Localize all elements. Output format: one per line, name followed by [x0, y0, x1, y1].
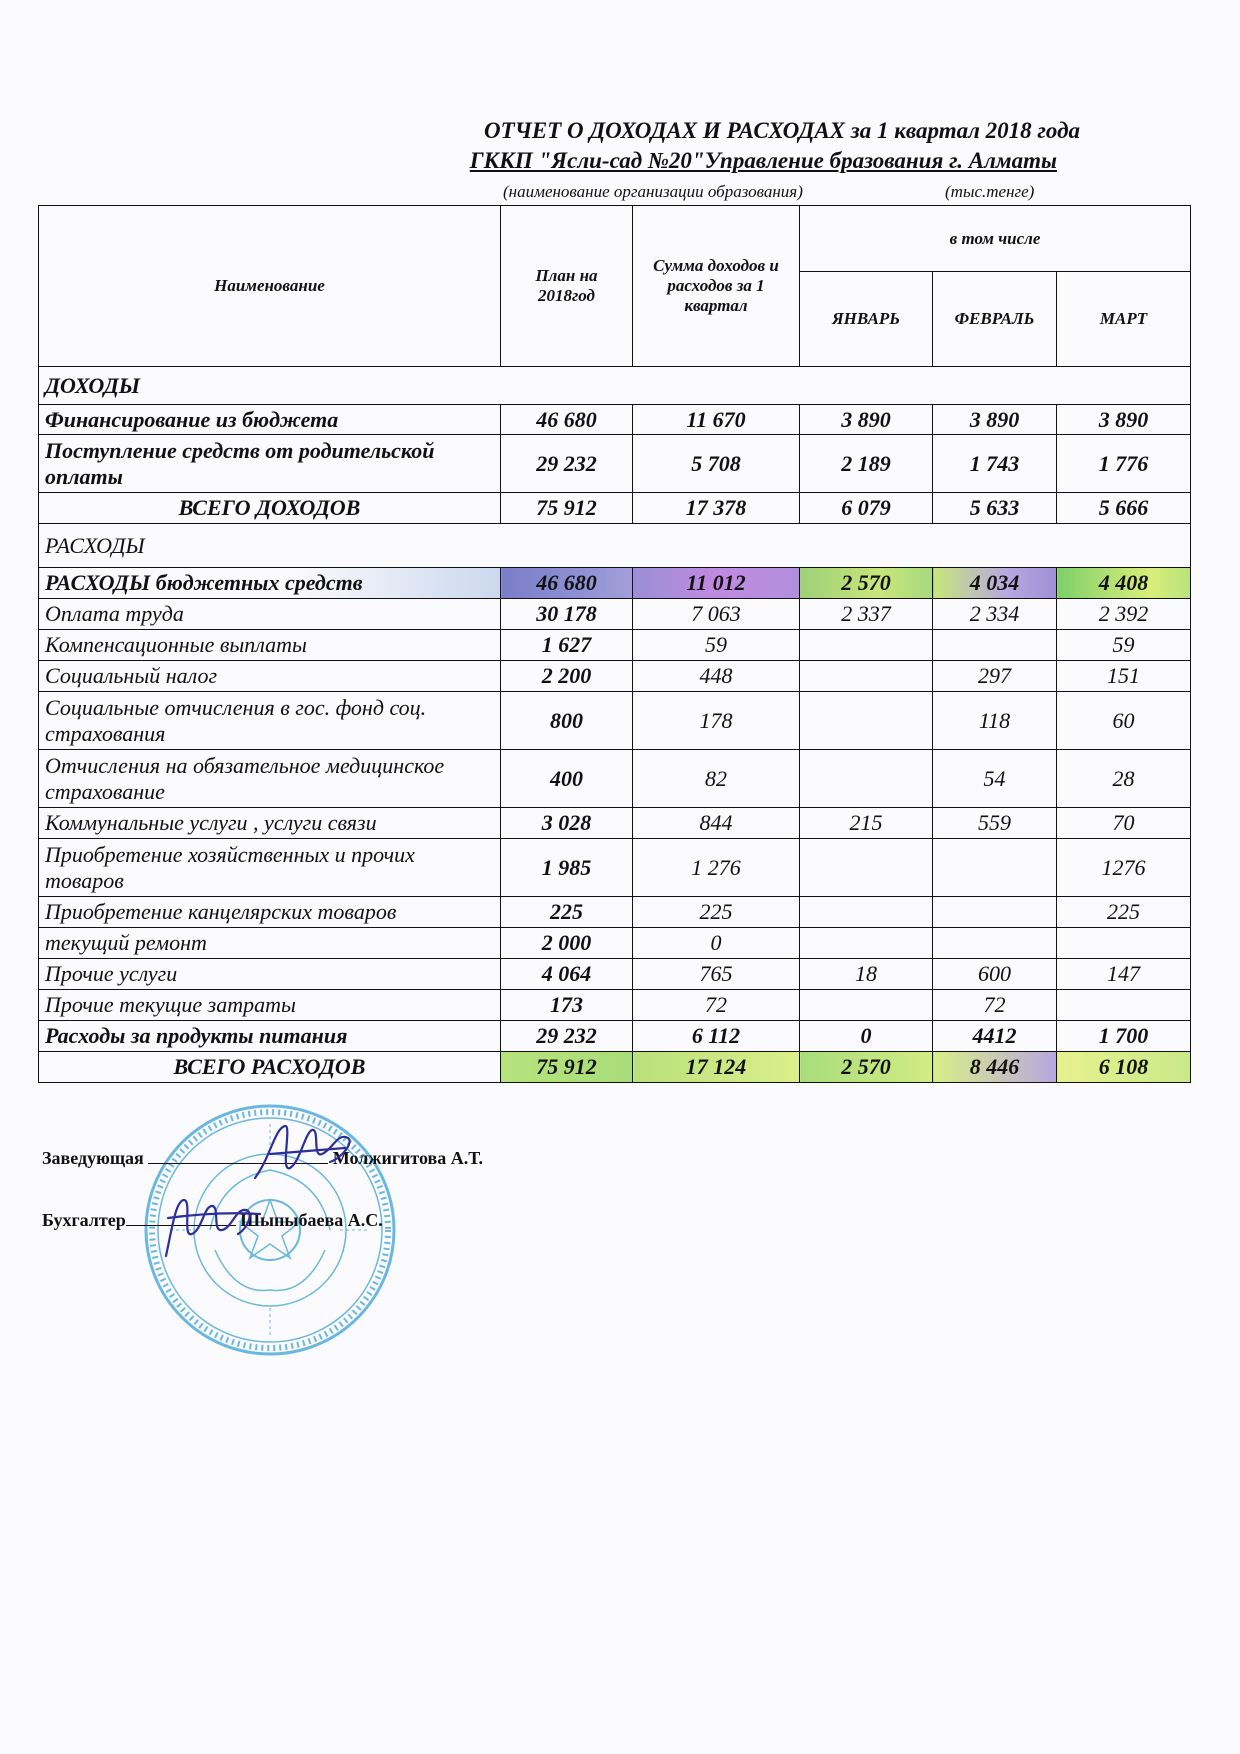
row-feb: 72	[933, 990, 1057, 1021]
header-row	[39, 206, 1191, 272]
table-row	[39, 839, 1191, 897]
food-expenses-label: Расходы за продукты питания	[39, 1021, 501, 1052]
row-jan	[800, 839, 933, 897]
row-sum: 0	[633, 928, 800, 959]
row-plan: 46 680	[501, 405, 633, 435]
budget-expenses-feb: 4 034	[933, 568, 1057, 599]
row-jan: 3 890	[800, 405, 933, 435]
income-total-label: ВСЕГО ДОХОДОВ	[39, 493, 501, 524]
row-sum: 448	[633, 661, 800, 692]
row-sum: 82	[633, 750, 800, 808]
expense-total-feb: 8 446	[933, 1052, 1057, 1083]
row-sum: 178	[633, 692, 800, 750]
row-jan: 215	[800, 808, 933, 839]
column-header-february: ФЕВРАЛЬ	[933, 272, 1057, 367]
food-expenses-mar: 1 700	[1057, 1021, 1191, 1052]
row-feb: 2 334	[933, 599, 1057, 630]
row-feb: 1 743	[933, 435, 1057, 493]
income-total-row	[39, 493, 1191, 524]
row-name: Прочие услуги	[39, 959, 501, 990]
income-total-feb: 5 633	[933, 493, 1057, 524]
table-row	[39, 928, 1191, 959]
column-header-january: ЯНВАРЬ	[800, 272, 933, 367]
row-feb	[933, 630, 1057, 661]
row-jan	[800, 990, 933, 1021]
row-name: Прочие текущие затраты	[39, 990, 501, 1021]
row-feb	[933, 928, 1057, 959]
row-name: Коммунальные услуги , услуги связи	[39, 808, 501, 839]
row-jan	[800, 897, 933, 928]
row-jan: 18	[800, 959, 933, 990]
row-jan	[800, 692, 933, 750]
expense-total-row	[39, 1052, 1191, 1083]
table-row	[39, 405, 1191, 435]
income-section-row	[39, 367, 1191, 405]
row-plan: 173	[501, 990, 633, 1021]
row-feb	[933, 897, 1057, 928]
row-plan: 3 028	[501, 808, 633, 839]
row-sum: 765	[633, 959, 800, 990]
expense-total-mar: 6 108	[1057, 1052, 1191, 1083]
table-row	[39, 661, 1191, 692]
row-mar	[1057, 928, 1191, 959]
row-plan: 800	[501, 692, 633, 750]
row-sum: 7 063	[633, 599, 800, 630]
income-total-mar: 5 666	[1057, 493, 1191, 524]
row-feb: 297	[933, 661, 1057, 692]
row-sum: 1 276	[633, 839, 800, 897]
column-header-march: МАРТ	[1057, 272, 1191, 367]
income-expense-table	[38, 205, 1191, 1083]
expense-total-label: ВСЕГО РАСХОДОВ	[39, 1052, 501, 1083]
row-name: Приобретение канцелярских товаров	[39, 897, 501, 928]
food-expenses-plan: 29 232	[501, 1021, 633, 1052]
row-mar: 60	[1057, 692, 1191, 750]
head-name: Молжигитова А.Т.	[332, 1148, 483, 1168]
budget-expenses-mar: 4 408	[1057, 568, 1191, 599]
expense-section-title: РАСХОДЫ	[39, 524, 1191, 568]
budget-expenses-jan: 2 570	[800, 568, 933, 599]
income-total-plan: 75 912	[501, 493, 633, 524]
organization-caption: (наименование организации образования)	[503, 182, 803, 201]
row-mar: 151	[1057, 661, 1191, 692]
row-feb: 54	[933, 750, 1057, 808]
budget-expenses-sum: 11 012	[633, 568, 800, 599]
row-plan: 29 232	[501, 435, 633, 493]
row-sum: 844	[633, 808, 800, 839]
row-plan: 4 064	[501, 959, 633, 990]
row-name: Отчисления на обязательное медицинское страхование	[39, 750, 501, 808]
row-plan: 2 000	[501, 928, 633, 959]
accountant-name: Шыпыбаева А.С.	[240, 1210, 383, 1230]
food-expenses-feb: 4412	[933, 1021, 1057, 1052]
row-name: текущий ремонт	[39, 928, 501, 959]
budget-expenses-row	[39, 568, 1191, 599]
table-row	[39, 959, 1191, 990]
head-signature-icon	[250, 1118, 360, 1188]
table-row	[39, 630, 1191, 661]
row-sum: 59	[633, 630, 800, 661]
income-total-sum: 17 378	[633, 493, 800, 524]
expense-total-sum: 17 124	[633, 1052, 800, 1083]
row-plan: 1 985	[501, 839, 633, 897]
row-jan	[800, 750, 933, 808]
report-title: ОТЧЕТ О ДОХОДАХ И РАСХОДАХ за 1 квартал 2018 года	[484, 118, 1080, 143]
income-section-title: ДОХОДЫ	[39, 367, 1191, 405]
row-jan	[800, 630, 933, 661]
row-name: Компенсационные выплаты	[39, 630, 501, 661]
currency-unit: (тыс.тенге)	[945, 182, 1035, 201]
table-row	[39, 692, 1191, 750]
column-header-sum: Сумма доходов и расходов за 1 квартал	[633, 206, 800, 367]
budget-expenses-label: РАСХОДЫ бюджетных средств	[39, 568, 501, 599]
row-feb: 118	[933, 692, 1057, 750]
row-mar: 28	[1057, 750, 1191, 808]
row-plan: 2 200	[501, 661, 633, 692]
row-name: Оплата труда	[39, 599, 501, 630]
row-jan: 2 189	[800, 435, 933, 493]
row-mar: 225	[1057, 897, 1191, 928]
accountant-signature-icon	[158, 1188, 268, 1263]
row-name: Финансирование из бюджета	[39, 405, 501, 435]
column-header-group: в том числе	[800, 206, 1191, 272]
row-mar: 59	[1057, 630, 1191, 661]
row-plan: 1 627	[501, 630, 633, 661]
table-row	[39, 808, 1191, 839]
table-row	[39, 897, 1191, 928]
row-mar: 70	[1057, 808, 1191, 839]
organization-name: ГККП "Ясли-сад №20"Управление бразования г. Алматы	[469, 148, 1057, 173]
accountant-label: Бухгалтер	[42, 1210, 126, 1230]
row-name: Приобретение хозяйственных и прочих товаров	[39, 839, 501, 897]
table-row	[39, 599, 1191, 630]
row-mar: 3 890	[1057, 405, 1191, 435]
row-sum: 11 670	[633, 405, 800, 435]
food-expenses-row	[39, 1021, 1191, 1052]
head-label: Заведующая	[42, 1148, 144, 1168]
table-row	[39, 435, 1191, 493]
row-sum: 72	[633, 990, 800, 1021]
row-plan: 30 178	[501, 599, 633, 630]
column-header-plan: План на 2018год	[501, 206, 633, 367]
row-mar: 147	[1057, 959, 1191, 990]
column-header-name: Наименование	[39, 206, 501, 367]
row-mar: 2 392	[1057, 599, 1191, 630]
row-jan	[800, 661, 933, 692]
table-row	[39, 750, 1191, 808]
row-mar	[1057, 990, 1191, 1021]
row-plan: 400	[501, 750, 633, 808]
row-name: Социальные отчисления в гос. фонд соц. страхования	[39, 692, 501, 750]
row-plan: 225	[501, 897, 633, 928]
food-expenses-jan: 0	[800, 1021, 933, 1052]
row-feb: 3 890	[933, 405, 1057, 435]
row-feb: 559	[933, 808, 1057, 839]
row-sum: 5 708	[633, 435, 800, 493]
expense-section-row	[39, 524, 1191, 568]
budget-expenses-plan: 46 680	[501, 568, 633, 599]
row-name: Поступление средств от родительской оплаты	[39, 435, 501, 493]
row-jan: 2 337	[800, 599, 933, 630]
income-total-jan: 6 079	[800, 493, 933, 524]
expense-total-plan: 75 912	[501, 1052, 633, 1083]
expense-total-jan: 2 570	[800, 1052, 933, 1083]
row-mar: 1276	[1057, 839, 1191, 897]
row-jan	[800, 928, 933, 959]
row-feb	[933, 839, 1057, 897]
food-expenses-sum: 6 112	[633, 1021, 800, 1052]
table-row	[39, 990, 1191, 1021]
row-mar: 1 776	[1057, 435, 1191, 493]
row-feb: 600	[933, 959, 1057, 990]
row-name: Социальный налог	[39, 661, 501, 692]
row-sum: 225	[633, 897, 800, 928]
